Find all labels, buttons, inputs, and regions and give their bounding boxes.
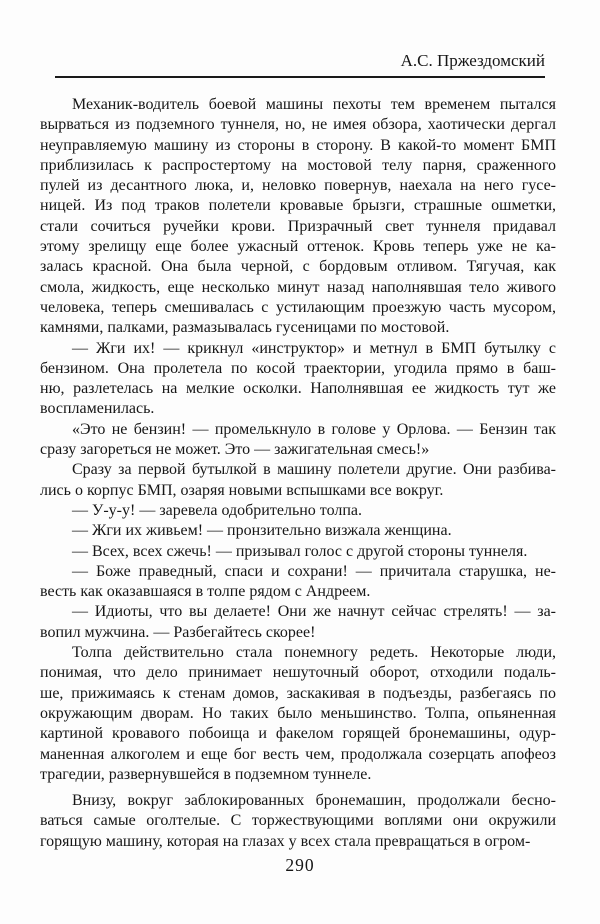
paragraph (40, 95, 556, 339)
text-line: горящую машину, которая на глазах у всех стала превращаться в огром- (40, 832, 531, 850)
text-line: весть как оказавшаяся в толпе рядом с Андреем. (40, 583, 371, 601)
text-line: — Боже праведный, спаси и сохрани! — причитала старушка, не- (72, 562, 556, 580)
paragraph (40, 501, 556, 521)
text-line: ню, разлетелась на мелкие осколки. Наполнявшая ее жидкость тут же (40, 380, 556, 398)
paragraph (40, 339, 556, 420)
text-line: ницей. Из под траков полетели кровавые брызги, страшные ошметки, (40, 197, 556, 215)
author-name: А.С. Пржездомский (400, 51, 545, 70)
text-line: неуправляемую машину из стороны в сторону. В какой-то момент БМП (40, 136, 556, 154)
text-line: картиной кровавого побоища и факелом горящей бронемашины, одур- (40, 725, 556, 743)
text-line: — Жги их живьем! — пронзительно визжала женщина. (72, 522, 452, 540)
paragraph (40, 643, 556, 785)
text-line: окружающим дворам. Но таких было меньшинство. Толпа, опьяненная (40, 704, 556, 722)
paragraph (40, 562, 556, 603)
paragraph (40, 542, 556, 562)
text-line: Сразу за первой бутылкой в машину полетели другие. Они разбива- (72, 461, 556, 479)
page-body (40, 95, 556, 852)
text-line: понимая, что дело принимает нешуточный оборот, отходили подаль- (40, 664, 556, 682)
page-number: 290 (285, 855, 315, 875)
text-line: ваться самые оголтелые. С торжествующими воплями они окружили (40, 812, 556, 830)
running-header (55, 50, 545, 78)
text-line: пулей из десантного люка, и, неловко повернув, наехала на него гусе- (40, 177, 556, 195)
text-line: Внизу, вокруг заблокированных бронемашин, продолжали бесно- (72, 792, 556, 810)
text-line: человека, теперь смешивалась с устилающим проезжую часть мусором, (40, 298, 556, 316)
paragraph (40, 460, 556, 501)
text-line: трагедии, развернувшейся в подземном туннеле. (40, 765, 372, 783)
text-line: маненная алкоголем и еще бог весть чем, продолжала созерцать апофеоз (40, 745, 556, 763)
text-line: вопил мужчина. — Разбегайтесь скорее! (40, 623, 316, 641)
paragraph (40, 420, 556, 461)
text-line: стали сочиться ручейки крови. Призрачный свет туннеля придавал (40, 217, 556, 235)
text-line: Механик-водитель боевой машины пехоты тем временем пытался (72, 96, 556, 113)
paragraph (40, 602, 556, 643)
text-line: приблизилась к распростертому на мостовой телу парня, сраженного (40, 156, 556, 174)
text-line: этому зрелищу еще более ужасный оттенок. Кровь теперь уже не ка- (40, 238, 556, 256)
paragraph (40, 791, 556, 852)
text-line: воспламенилась. (40, 400, 155, 418)
text-line: ше, прижимаясь к стенам домов, заскакивая в подъезды, разбегаясь по (40, 684, 556, 702)
text-line: — Всех, всех сжечь! — призывал голос с другой стороны туннеля. (72, 542, 528, 560)
text-line: залась красной. Она была черной, с бордовым отливом. Тягучая, как (40, 258, 556, 276)
text-line: — Идиоты, что вы делаете! Они же начнут сейчас стрелять! — за- (72, 603, 556, 621)
paragraph (40, 521, 556, 541)
text-line: сразу загореться не может. Это — зажигательная смесь!» (40, 441, 430, 459)
text-line: «Это не бензин! — промелькнуло в голове у Орлова. — Бензин так (72, 420, 556, 438)
text-line: — У-у-у! — заревела одобрительно толпа. (72, 501, 363, 519)
text-line: — Жги их! — крикнул «инструктор» и метнул в БМП бутылку с (72, 339, 556, 357)
text-line: камнями, палками, размазывалась гусеницами по мостовой. (40, 319, 450, 337)
text-line: бензином. Она пролетела по косой траектории, угодила прямо в баш- (40, 359, 556, 377)
text-line: Толпа действительно стала понемногу редеть. Некоторые люди, (72, 644, 556, 662)
text-line: лись о корпус БМП, озаряя новыми вспышками все вокруг. (40, 481, 444, 499)
text-line: смола, жидкость, еще несколько минут назад наполнявшая тело живого (40, 278, 556, 296)
text-line: вырваться из подземного туннеля, но, не имея обзора, хаотически дергал (40, 116, 556, 134)
